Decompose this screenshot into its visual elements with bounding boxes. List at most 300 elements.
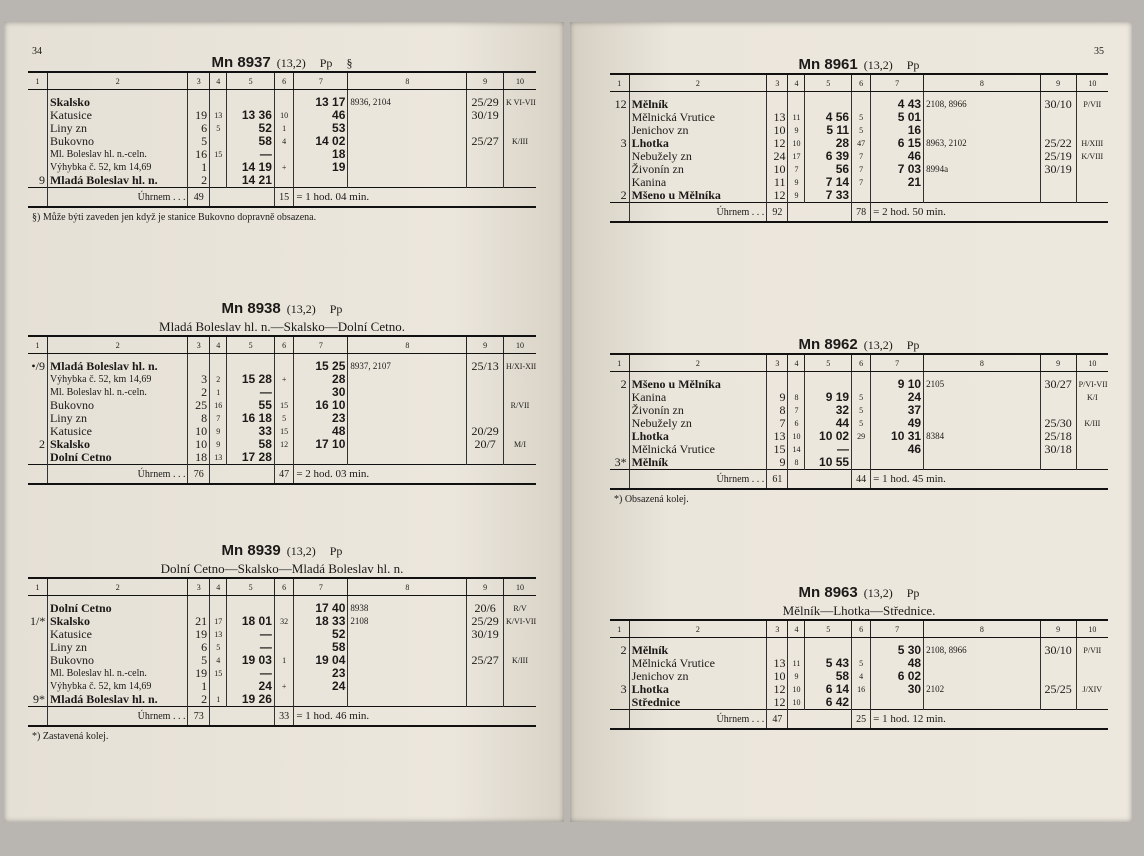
travel-minutes: 4	[210, 654, 227, 667]
station-name: Mělnická Vrutice	[629, 657, 767, 670]
stop-minutes	[852, 644, 871, 657]
gradient	[467, 148, 504, 161]
gradient	[1040, 670, 1076, 683]
station-name: Střednice	[629, 696, 767, 710]
column-header: 5	[227, 578, 275, 596]
signal-class: K/III	[1076, 417, 1108, 430]
arrival-time: 6 42	[805, 696, 852, 710]
gradient	[1040, 111, 1076, 124]
summary-distance: 76	[188, 465, 210, 485]
connections	[924, 189, 1041, 203]
summary-blank	[610, 710, 629, 730]
connections	[924, 111, 1041, 124]
connections	[348, 135, 467, 148]
arrival-time: 5 43	[805, 657, 852, 670]
gradient: 25/27	[467, 654, 504, 667]
station-name: Mladá Boleslav hl. n.	[47, 174, 188, 188]
travel-minutes: 7	[788, 404, 805, 417]
stop-minutes: +	[274, 680, 293, 693]
table-row	[28, 425, 536, 438]
table-row	[28, 161, 536, 174]
signal-class	[1076, 176, 1108, 189]
distance-km: 6	[188, 641, 210, 654]
column-header: 3	[767, 620, 788, 638]
column-header: 6	[274, 336, 293, 354]
connections	[348, 438, 467, 451]
row-mark	[610, 176, 629, 189]
signal-class: P/VI-VII	[1076, 378, 1108, 391]
station-name: Jenichov zn	[629, 124, 767, 137]
arrival-time	[227, 602, 275, 615]
column-header: 4	[210, 72, 227, 90]
table-row	[28, 122, 536, 135]
summary-distance: 61	[767, 470, 788, 490]
distance-km: 8	[188, 412, 210, 425]
stop-minutes: 5	[852, 417, 871, 430]
travel-minutes: 14	[788, 443, 805, 456]
connections: 8963, 2102	[924, 137, 1041, 150]
arrival-time: —	[227, 148, 275, 161]
gradient	[467, 693, 504, 707]
gradient	[467, 412, 504, 425]
station-name: Mladá Boleslav hl. n.	[47, 693, 188, 707]
connections	[924, 391, 1041, 404]
stop-minutes: +	[274, 373, 293, 386]
gradient: 25/29	[467, 615, 504, 628]
gradient	[1040, 189, 1076, 203]
arrival-time: 18 01	[227, 615, 275, 628]
connections	[348, 654, 467, 667]
table-row	[28, 174, 536, 188]
arrival-time: 55	[227, 399, 275, 412]
signal-class	[1076, 657, 1108, 670]
station-name: Výhybka č. 52, km 14,69	[47, 680, 188, 693]
table-row	[28, 148, 536, 161]
summary-total: = 2 hod. 03 min.	[294, 465, 536, 485]
station-name: Lhotka	[629, 683, 767, 696]
station-name: Liny zn	[47, 641, 188, 654]
row-mark: 2	[620, 189, 627, 202]
station-name: Skalsko	[47, 438, 188, 451]
signal-class	[504, 109, 537, 122]
signal-class	[504, 628, 537, 641]
arrival-time: 24	[227, 680, 275, 693]
summary-stops: 33	[274, 707, 293, 727]
column-header: 1	[610, 74, 629, 92]
departure-time	[294, 693, 348, 707]
station-name: Dolní Cetno	[47, 602, 188, 615]
table-row	[28, 360, 536, 373]
departure-time: 17 10	[294, 438, 348, 451]
travel-minutes: 9	[788, 189, 805, 203]
travel-minutes: 9	[788, 124, 805, 137]
train-heading	[28, 300, 536, 317]
travel-minutes: 10	[788, 696, 805, 710]
row-mark	[610, 111, 629, 124]
departure-time: 28	[294, 373, 348, 386]
connections	[924, 696, 1041, 710]
train-heading	[28, 542, 536, 559]
travel-minutes	[210, 174, 227, 188]
connections	[348, 693, 467, 707]
departure-time	[294, 451, 348, 465]
distance-km	[188, 96, 210, 109]
signal-class	[504, 373, 537, 386]
summary-total: = 2 hod. 50 min.	[871, 203, 1108, 223]
station-name: Výhybka č. 52, km 14,69	[47, 161, 188, 174]
gradient: 30/10	[1040, 644, 1076, 657]
station-name: Katusice	[47, 109, 188, 122]
arrival-time: 14 21	[227, 174, 275, 188]
signal-class	[504, 148, 537, 161]
column-header: 6	[274, 578, 293, 596]
stop-minutes	[274, 386, 293, 399]
gradient: 25/19	[1040, 150, 1076, 163]
row-mark: 2	[38, 438, 45, 451]
connections: 8384	[924, 430, 1041, 443]
station-name: Mšeno u Mělníka	[629, 189, 767, 203]
departure-time: 19	[294, 161, 348, 174]
summary-blank	[28, 188, 47, 208]
station-name: Mělník	[629, 98, 767, 111]
distance-km: 13	[767, 111, 788, 124]
gradient: 25/30	[1040, 417, 1076, 430]
arrival-time: —	[227, 628, 275, 641]
column-header: 2	[629, 354, 767, 372]
column-header: 3	[767, 74, 788, 92]
travel-minutes: 9	[788, 176, 805, 189]
departure-time: 58	[294, 641, 348, 654]
summary-blank	[28, 707, 47, 727]
column-header: 3	[188, 72, 210, 90]
arrival-time: 28	[805, 137, 852, 150]
station-name: Mladá Boleslav hl. n.	[47, 360, 188, 373]
distance-km: 10	[767, 163, 788, 176]
summary-blank	[788, 470, 852, 490]
row-mark	[28, 641, 47, 654]
connections	[348, 109, 467, 122]
stop-minutes: 5	[852, 404, 871, 417]
station-name: Živonín zn	[629, 163, 767, 176]
travel-minutes: 10	[788, 430, 805, 443]
arrival-time	[227, 96, 275, 109]
route-line: Mladá Boleslav hl. n.—Skalsko—Dolní Cetno.	[159, 319, 405, 334]
arrival-time: 32	[805, 404, 852, 417]
arrival-time: 5 11	[805, 124, 852, 137]
stop-minutes: 7	[852, 163, 871, 176]
arrival-time: 10 55	[805, 456, 852, 470]
stop-minutes: 1	[274, 654, 293, 667]
column-header: 8	[348, 578, 467, 596]
gradient: 25/22	[1040, 137, 1076, 150]
column-header: 5	[227, 336, 275, 354]
train-category: Pp	[906, 586, 920, 600]
departure-time: 4 43	[871, 98, 924, 111]
distance-km: 2	[188, 174, 210, 188]
signal-class	[504, 667, 537, 680]
column-header: 9	[467, 336, 504, 354]
summary-blank	[788, 203, 852, 223]
table-row	[610, 111, 1108, 124]
train-number: Mn 8937	[211, 54, 271, 71]
train-category: Pp	[906, 338, 920, 352]
summary-blank	[210, 465, 275, 485]
gradient: 25/18	[1040, 430, 1076, 443]
stop-minutes: 32	[274, 615, 293, 628]
table-row	[28, 451, 536, 465]
departure-time	[294, 174, 348, 188]
connections: 2102	[924, 683, 1041, 696]
departure-time: 23	[294, 667, 348, 680]
table-row	[610, 683, 1108, 696]
travel-minutes: 7	[788, 163, 805, 176]
summary-row	[610, 203, 1108, 223]
gradient	[1040, 391, 1076, 404]
arrival-time	[805, 644, 852, 657]
train-load: (13,2)	[863, 586, 893, 600]
travel-minutes: 17	[210, 615, 227, 628]
row-mark	[610, 430, 629, 443]
row-mark	[28, 96, 47, 109]
right-page	[570, 22, 1132, 822]
gradient: 30/19	[467, 628, 504, 641]
row-mark	[610, 417, 629, 430]
arrival-time: 7 33	[805, 189, 852, 203]
travel-minutes: 10	[788, 683, 805, 696]
row-mark	[610, 657, 629, 670]
column-header: 1	[28, 72, 47, 90]
signal-class	[504, 680, 537, 693]
column-header: 9	[1040, 620, 1076, 638]
departure-time: 5 01	[871, 111, 924, 124]
summary-row	[610, 470, 1108, 490]
distance-km: 15	[767, 443, 788, 456]
departure-time: 6 02	[871, 670, 924, 683]
stop-minutes	[852, 456, 871, 470]
connections	[924, 657, 1041, 670]
travel-minutes	[788, 644, 805, 657]
travel-minutes	[210, 602, 227, 615]
summary-total: = 1 hod. 45 min.	[871, 470, 1108, 490]
travel-minutes: 11	[788, 111, 805, 124]
train-category: Pp	[329, 544, 343, 558]
arrival-time: 14 19	[227, 161, 275, 174]
signal-class	[504, 122, 537, 135]
page-number-left: 34	[32, 46, 42, 57]
signal-class: J/XIV	[1076, 683, 1108, 696]
gradient	[1040, 456, 1076, 470]
stop-minutes: 5	[852, 124, 871, 137]
distance-km	[188, 360, 210, 373]
column-header: 9	[1040, 74, 1076, 92]
connections: 2108	[348, 615, 467, 628]
distance-km: 9	[767, 391, 788, 404]
connections	[348, 386, 467, 399]
station-name: Jenichov zn	[629, 670, 767, 683]
table-row	[610, 98, 1108, 111]
stop-minutes	[852, 378, 871, 391]
column-header: 5	[227, 72, 275, 90]
connections: 8994a	[924, 163, 1041, 176]
distance-km: 5	[188, 654, 210, 667]
table-row	[610, 670, 1108, 683]
timetable	[28, 335, 536, 485]
travel-minutes: 1	[210, 386, 227, 399]
arrival-time: 15 28	[227, 373, 275, 386]
connections	[348, 412, 467, 425]
departure-time: 13 17	[294, 96, 348, 109]
connections: 8938	[348, 602, 467, 615]
table-row	[610, 137, 1108, 150]
station-name: Bukovno	[47, 399, 188, 412]
page-number-right: 35	[1094, 46, 1104, 57]
column-header: 7	[871, 354, 924, 372]
connections	[348, 667, 467, 680]
column-header: 6	[852, 74, 871, 92]
arrival-time: 10 02	[805, 430, 852, 443]
table-row	[28, 386, 536, 399]
signal-class	[1076, 163, 1108, 176]
travel-minutes: 8	[788, 391, 805, 404]
table-row	[610, 404, 1108, 417]
row-mark	[28, 399, 47, 412]
timetable	[28, 577, 536, 727]
arrival-time: —	[805, 443, 852, 456]
connections	[924, 150, 1041, 163]
summary-distance: 92	[767, 203, 788, 223]
distance-km: 25	[188, 399, 210, 412]
signal-class: K VI-VII	[504, 96, 537, 109]
connections: 2108, 8966	[924, 98, 1041, 111]
station-name: Katusice	[47, 425, 188, 438]
train-heading	[610, 56, 1108, 73]
arrival-time: —	[227, 641, 275, 654]
gradient: 30/19	[1040, 163, 1076, 176]
station-name: Ml. Boleslav hl. n.-celn.	[47, 667, 188, 680]
column-header: 9	[467, 72, 504, 90]
left-page	[4, 22, 564, 822]
column-header: 3	[188, 336, 210, 354]
station-name: Kanina	[629, 391, 767, 404]
column-header: 5	[805, 354, 852, 372]
station-name: Výhybka č. 52, km 14,69	[47, 373, 188, 386]
distance-km: 16	[188, 148, 210, 161]
distance-km: 12	[767, 137, 788, 150]
distance-km: 1	[188, 161, 210, 174]
connections	[924, 176, 1041, 189]
departure-time: 16	[871, 124, 924, 137]
connections	[348, 122, 467, 135]
connections	[924, 417, 1041, 430]
connections: 8937, 2107	[348, 360, 467, 373]
distance-km: 8	[767, 404, 788, 417]
row-mark	[610, 124, 629, 137]
row-mark: 12	[614, 98, 627, 111]
station-name: Lhotka	[629, 137, 767, 150]
travel-minutes	[210, 135, 227, 148]
signal-class: P/VII	[1076, 644, 1108, 657]
column-header: 1	[610, 620, 629, 638]
table-row	[28, 680, 536, 693]
column-header: 10	[504, 578, 537, 596]
signal-class	[1076, 696, 1108, 710]
table-row	[610, 417, 1108, 430]
column-header: 2	[47, 578, 188, 596]
stop-minutes	[274, 96, 293, 109]
stop-minutes: 10	[274, 109, 293, 122]
signal-class	[1076, 430, 1108, 443]
stop-minutes	[274, 693, 293, 707]
station-name: Liny zn	[47, 412, 188, 425]
station-name: Bukovno	[47, 654, 188, 667]
train-heading	[610, 584, 1108, 601]
train-mark: §	[346, 56, 353, 70]
row-mark	[610, 404, 629, 417]
table-row	[610, 696, 1108, 710]
route-line: Mělník—Lhotka—Střednice.	[782, 603, 936, 618]
station-name: Ml. Boleslav hl. n.-celn.	[47, 386, 188, 399]
arrival-time: 19 26	[227, 693, 275, 707]
arrival-time: 6 14	[805, 683, 852, 696]
station-name: Mělnická Vrutice	[629, 111, 767, 124]
departure-time: 30	[294, 386, 348, 399]
table-row	[610, 657, 1108, 670]
table-row	[610, 189, 1108, 203]
arrival-time: 6 39	[805, 150, 852, 163]
distance-km: 18	[188, 451, 210, 465]
summary-total: = 1 hod. 46 min.	[294, 707, 536, 727]
train-category: Pp	[906, 58, 920, 72]
connections	[348, 399, 467, 412]
distance-km: 19	[188, 667, 210, 680]
summary-stops: 47	[274, 465, 293, 485]
distance-km: 10	[188, 438, 210, 451]
row-mark: 2	[620, 378, 627, 391]
train-category: Pp	[329, 302, 343, 316]
table-row	[28, 96, 536, 109]
connections	[348, 148, 467, 161]
station-name: Ml. Boleslav hl. n.-celn.	[47, 148, 188, 161]
signal-class	[1076, 189, 1108, 203]
signal-class	[1076, 456, 1108, 470]
stop-minutes	[852, 98, 871, 111]
departure-time: 5 30	[871, 644, 924, 657]
row-mark: 9	[38, 174, 45, 187]
distance-km: 12	[767, 189, 788, 203]
stop-minutes: 12	[274, 438, 293, 451]
summary-label: Úhrnem . . .	[47, 465, 188, 485]
arrival-time: 33	[227, 425, 275, 438]
summary-stops: 44	[852, 470, 871, 490]
summary-label: Úhrnem . . .	[629, 203, 767, 223]
signal-class	[1076, 111, 1108, 124]
travel-minutes: 5	[210, 122, 227, 135]
route-line: Dolní Cetno—Skalsko—Mladá Boleslav hl. n.	[160, 561, 404, 576]
gradient	[467, 373, 504, 386]
travel-minutes	[210, 96, 227, 109]
stop-minutes	[274, 628, 293, 641]
table-row	[28, 373, 536, 386]
station-name: Skalsko	[47, 96, 188, 109]
column-header: 5	[805, 74, 852, 92]
gradient: 25/27	[467, 135, 504, 148]
column-header: 8	[924, 74, 1041, 92]
signal-class: R/V	[504, 602, 537, 615]
footnote: *) Obsazená kolej.	[614, 494, 689, 505]
train-heading	[610, 336, 1108, 353]
stop-minutes: 15	[274, 425, 293, 438]
gradient	[467, 161, 504, 174]
